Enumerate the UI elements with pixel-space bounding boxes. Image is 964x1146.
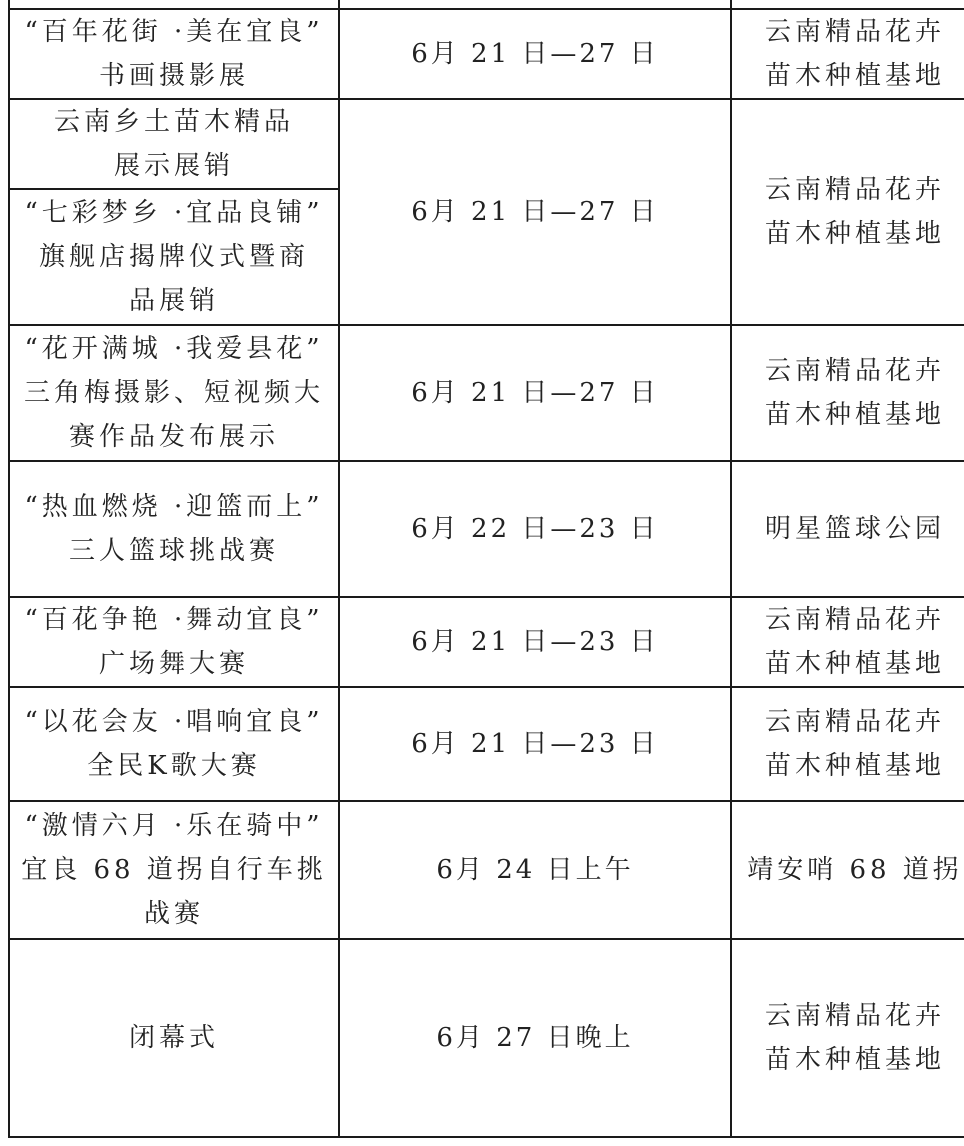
event-venue-cell xyxy=(731,687,964,801)
event-date-cell: 6月 21 日—27 日 xyxy=(339,325,731,461)
venue-line: 云南精品花卉 xyxy=(764,707,945,737)
event-name-line: “激情六月 ·乐在骑中” xyxy=(24,811,324,841)
event-venue-cell xyxy=(731,801,964,939)
venue-line: 云南精品花卉 xyxy=(764,1001,945,1031)
event-schedule-table xyxy=(8,0,964,1138)
event-name-cell xyxy=(9,99,339,189)
table-row xyxy=(9,99,964,189)
venue-line: 云南精品花卉 xyxy=(764,17,945,47)
venue-line: 苗木种植基地 xyxy=(764,61,945,91)
table-row xyxy=(9,325,964,461)
venue-line: 苗木种植基地 xyxy=(764,400,945,430)
venue-line: 苗木种植基地 xyxy=(764,649,945,679)
table-row xyxy=(9,939,964,1137)
event-name-cell xyxy=(9,597,339,687)
table-cell xyxy=(9,0,339,9)
event-name-line: 展示展销 xyxy=(113,151,234,181)
event-name-cell xyxy=(9,801,339,939)
event-name-cell xyxy=(9,461,339,597)
table-cell xyxy=(731,0,964,9)
event-name-line: 闭幕式 xyxy=(128,1023,219,1053)
event-name-line: “七彩梦乡 ·宜品良铺” xyxy=(24,198,324,228)
event-name-line: 三角梅摄影、短视频大 xyxy=(23,378,324,408)
event-name-line: 赛作品发布展示 xyxy=(68,422,279,452)
table-row xyxy=(9,597,964,687)
event-name-line: “百年花街 ·美在宜良” xyxy=(24,17,324,47)
event-venue-cell xyxy=(731,99,964,325)
event-date-cell: 6月 27 日晚上 xyxy=(339,939,731,1137)
event-name-line: 战赛 xyxy=(143,899,204,929)
event-name-cell xyxy=(9,687,339,801)
venue-line: 云南精品花卉 xyxy=(764,356,945,386)
event-venue-cell xyxy=(731,9,964,99)
event-venue-cell xyxy=(731,597,964,687)
event-name-line: 全民K歌大赛 xyxy=(87,751,261,781)
event-name-line: 书画摄影展 xyxy=(98,61,249,91)
event-venue-cell xyxy=(731,325,964,461)
event-name-line: 宜良 68 道拐自行车挑 xyxy=(21,855,327,885)
event-name-cell xyxy=(9,189,339,325)
event-name-line: 三人篮球挑战赛 xyxy=(68,536,279,566)
table-row-header-cutoff xyxy=(9,0,964,9)
table-row xyxy=(9,687,964,801)
event-name-line: 广场舞大赛 xyxy=(98,649,249,679)
event-name-line: “以花会友 ·唱响宜良” xyxy=(24,707,324,737)
table-row xyxy=(9,9,964,99)
event-name-cell xyxy=(9,939,339,1137)
venue-line: 云南精品花卉 xyxy=(764,175,945,205)
table-row xyxy=(9,801,964,939)
event-date-cell: 6月 21 日—27 日 xyxy=(339,99,731,325)
event-name-line: 云南乡土苗木精品 xyxy=(53,107,294,137)
venue-line: 苗木种植基地 xyxy=(764,1045,945,1075)
table-row xyxy=(9,461,964,597)
event-name-line: 旗舰店揭牌仪式暨商 xyxy=(38,242,309,272)
venue-line: 苗木种植基地 xyxy=(764,751,945,781)
event-venue-cell xyxy=(731,461,964,597)
event-date-cell: 6月 22 日—23 日 xyxy=(339,461,731,597)
event-name-cell xyxy=(9,325,339,461)
venue-line: 明星篮球公园 xyxy=(764,514,945,544)
event-venue-cell xyxy=(731,939,964,1137)
event-date-cell: 6月 21 日—23 日 xyxy=(339,597,731,687)
event-name-line: “花开满城 ·我爱县花” xyxy=(24,334,324,364)
table-cell xyxy=(339,0,731,9)
event-name-line: “热血燃烧 ·迎篮而上” xyxy=(24,492,324,522)
event-date-cell: 6月 21 日—23 日 xyxy=(339,687,731,801)
venue-line: 靖安哨 68 道拐 xyxy=(747,855,963,885)
event-name-line: “百花争艳 ·舞动宜良” xyxy=(24,605,324,635)
event-name-cell xyxy=(9,9,339,99)
event-name-line: 品展销 xyxy=(128,286,219,316)
venue-line: 苗木种植基地 xyxy=(764,219,945,249)
event-date-cell: 6月 21 日—27 日 xyxy=(339,9,731,99)
event-date-cell: 6月 24 日上午 xyxy=(339,801,731,939)
venue-line: 云南精品花卉 xyxy=(764,605,945,635)
